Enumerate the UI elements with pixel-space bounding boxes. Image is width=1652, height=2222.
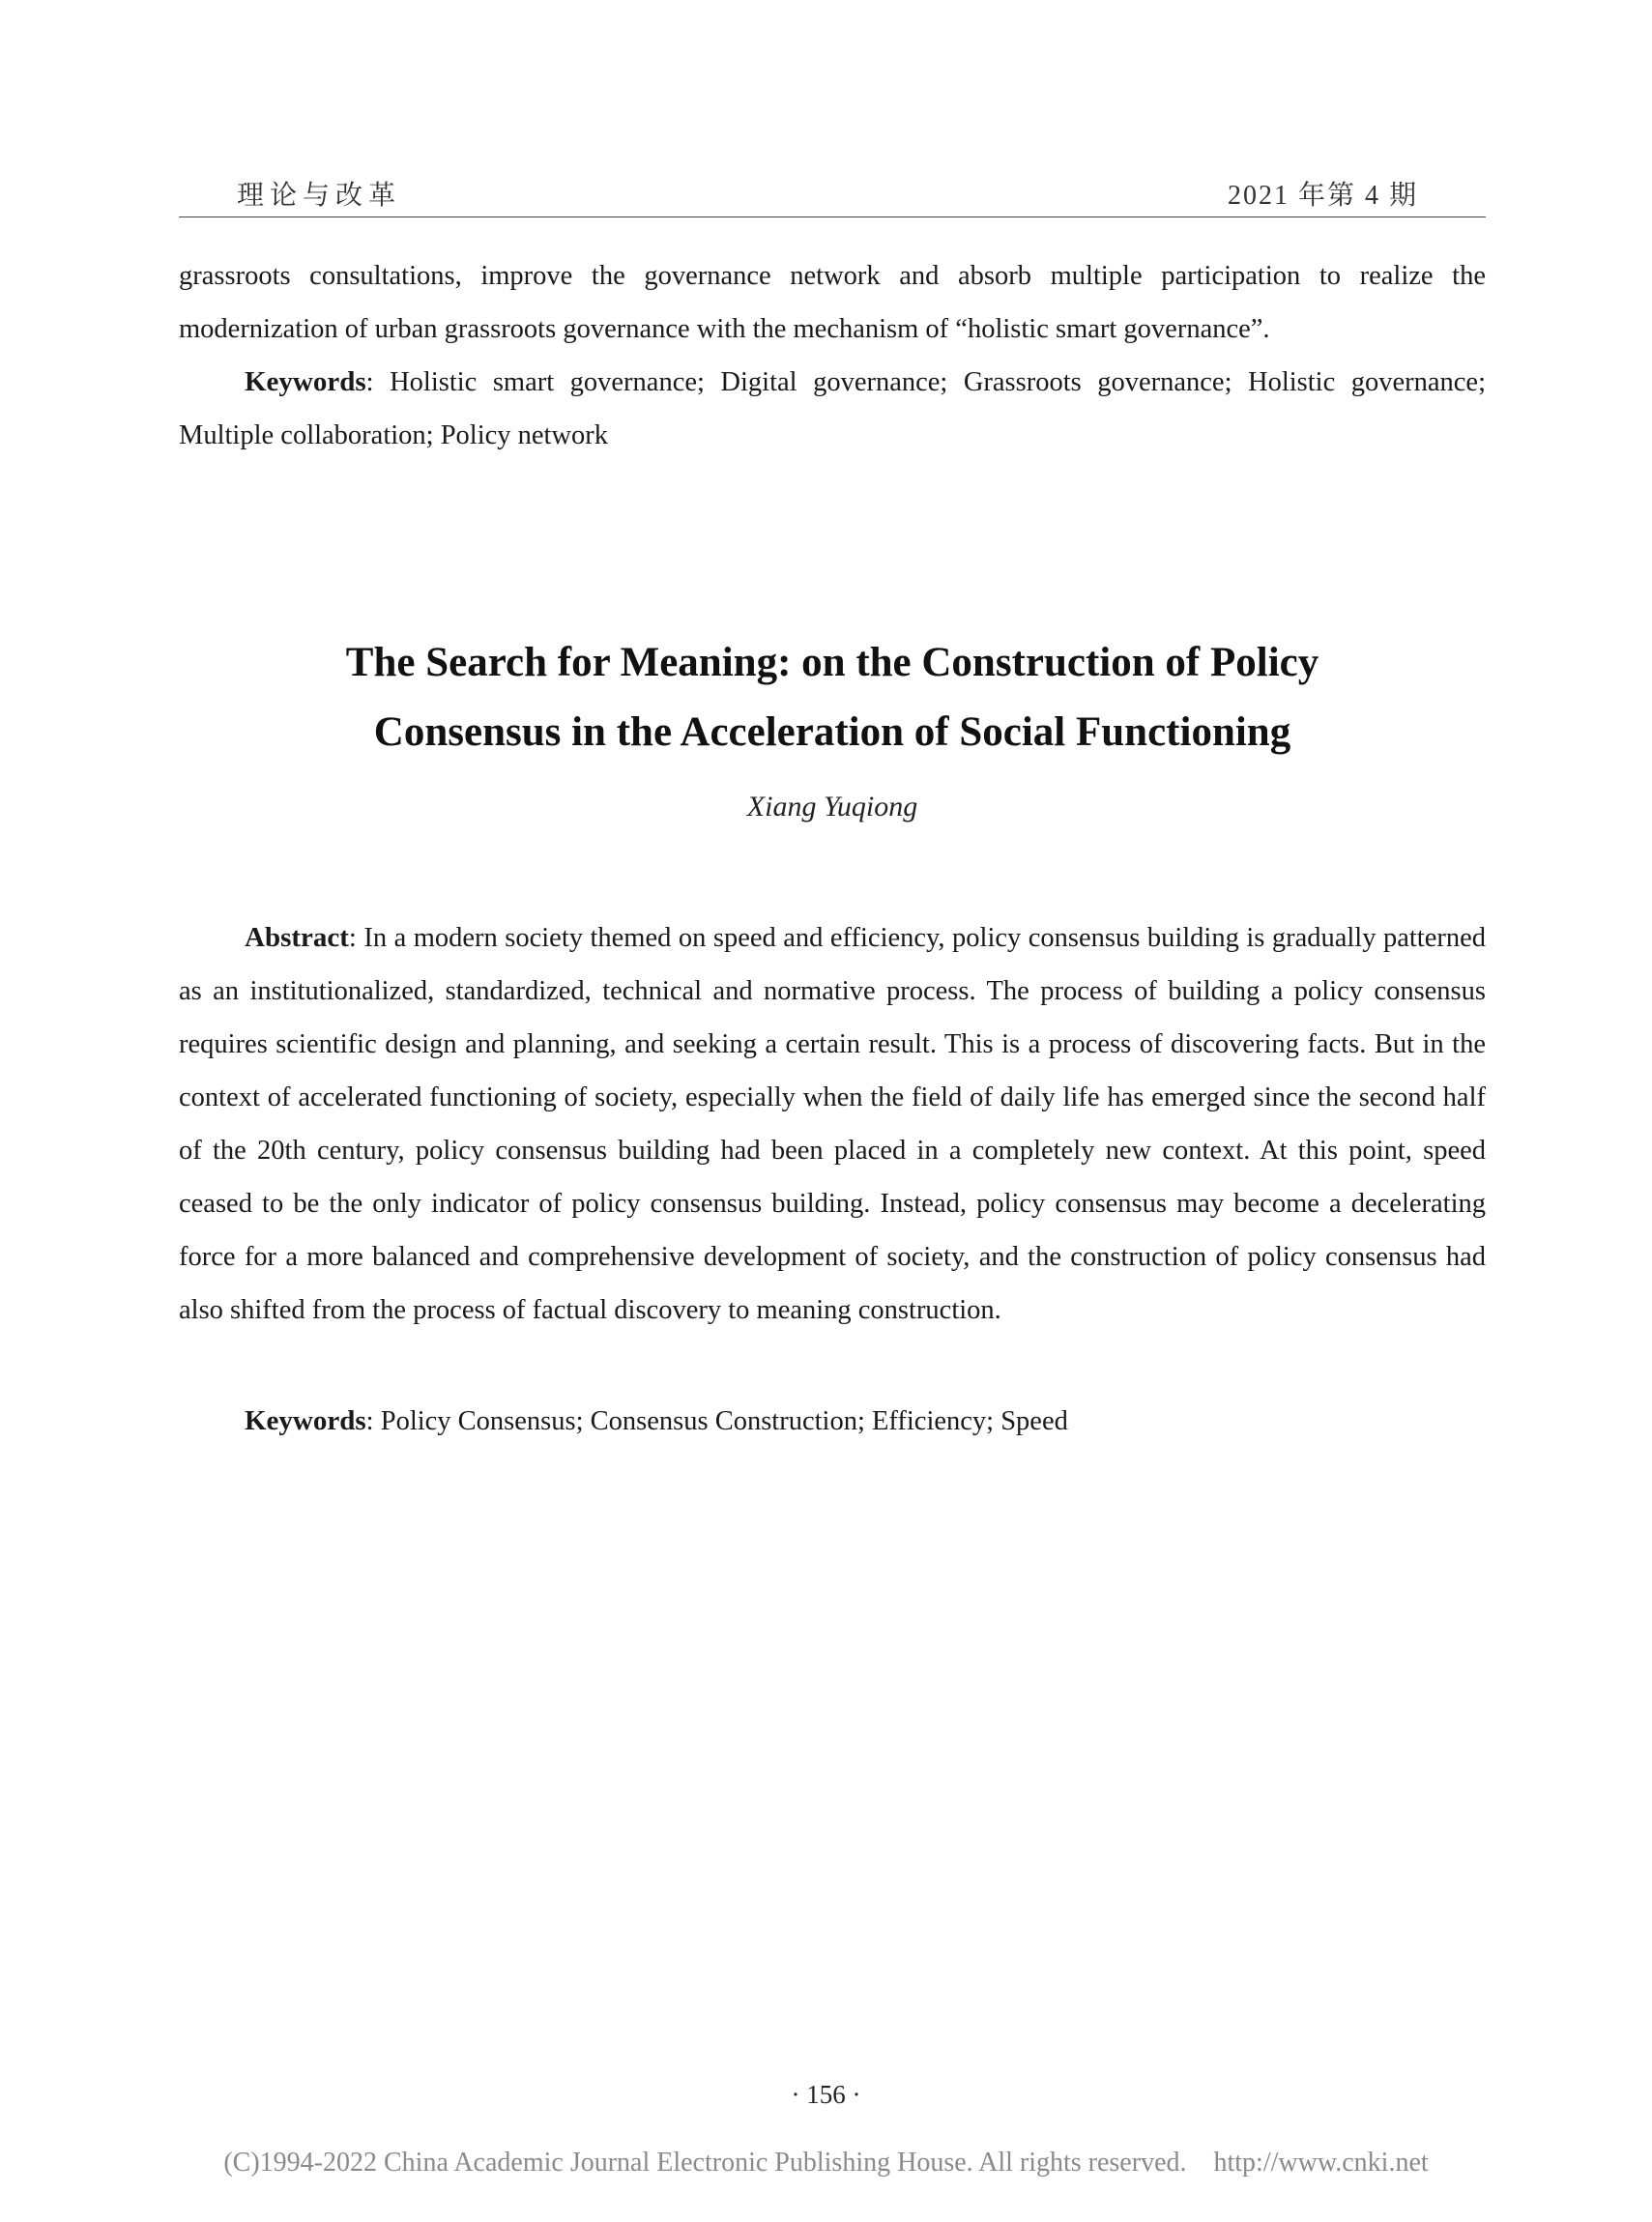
issue-label: 2021 年第 4 期 [1227, 181, 1418, 211]
page-number: · 156 · [791, 2080, 861, 2109]
prev-keywords-text: : Holistic smart governance; Digital governance; Grassroots governance; Holistic governance; Multiple collaboration; Policy network [179, 367, 1486, 450]
prev-keywords [179, 356, 1486, 462]
prev-abstract-tail: grassroots consultations, improve the governance network and absorb multiple participation to realize the modernization of urban grassroots governance with the mechanism of “holistic smart governance”. [179, 261, 1486, 344]
keywords [179, 1395, 1486, 1448]
article-title-line-1: The Search for Meaning: on the Construction of Policy [345, 640, 1319, 685]
author-name: Xiang Yuqiong [746, 791, 918, 822]
copyright-footer: (C)1994-2022 China Academic Journal Electronic Publishing House. All rights reserved. http://www.cnki.net [223, 2148, 1429, 2178]
abstract-label: Abstract [245, 922, 349, 953]
abstract [179, 911, 1486, 1337]
article-title [179, 628, 1486, 767]
abstract-text: : In a modern society themed on speed and efficiency, policy consensus building is gradually patterned as an institutionalized, standardized, technical and normative process. The process of building a policy consensus requires scientific design and planning, and seeking a certain result. This is a process of discovering facts. But in the context of accelerated functioning of society, especially when the field of daily life has emerged since the second half of the 20th century, policy consensus building had been placed in a completely new context. At this point, speed ceased to be the only indicator of policy consensus building. Instead, policy consensus may become a decelerating force for a more balanced and comprehensive development of society, and the construction of policy consensus had also shifted from the process of factual discovery to meaning construction. [179, 923, 1486, 1325]
journal-name: 理论与改革 [237, 181, 402, 211]
prev-keywords-label: Keywords [245, 366, 366, 397]
keywords-label: Keywords [245, 1405, 366, 1436]
keywords-text: : Policy Consensus; Consensus Construction; Efficiency; Speed [365, 1406, 1068, 1436]
article-title-line-2: Consensus in the Acceleration of Social Functioning [373, 709, 1291, 755]
header-rule [179, 216, 1486, 217]
